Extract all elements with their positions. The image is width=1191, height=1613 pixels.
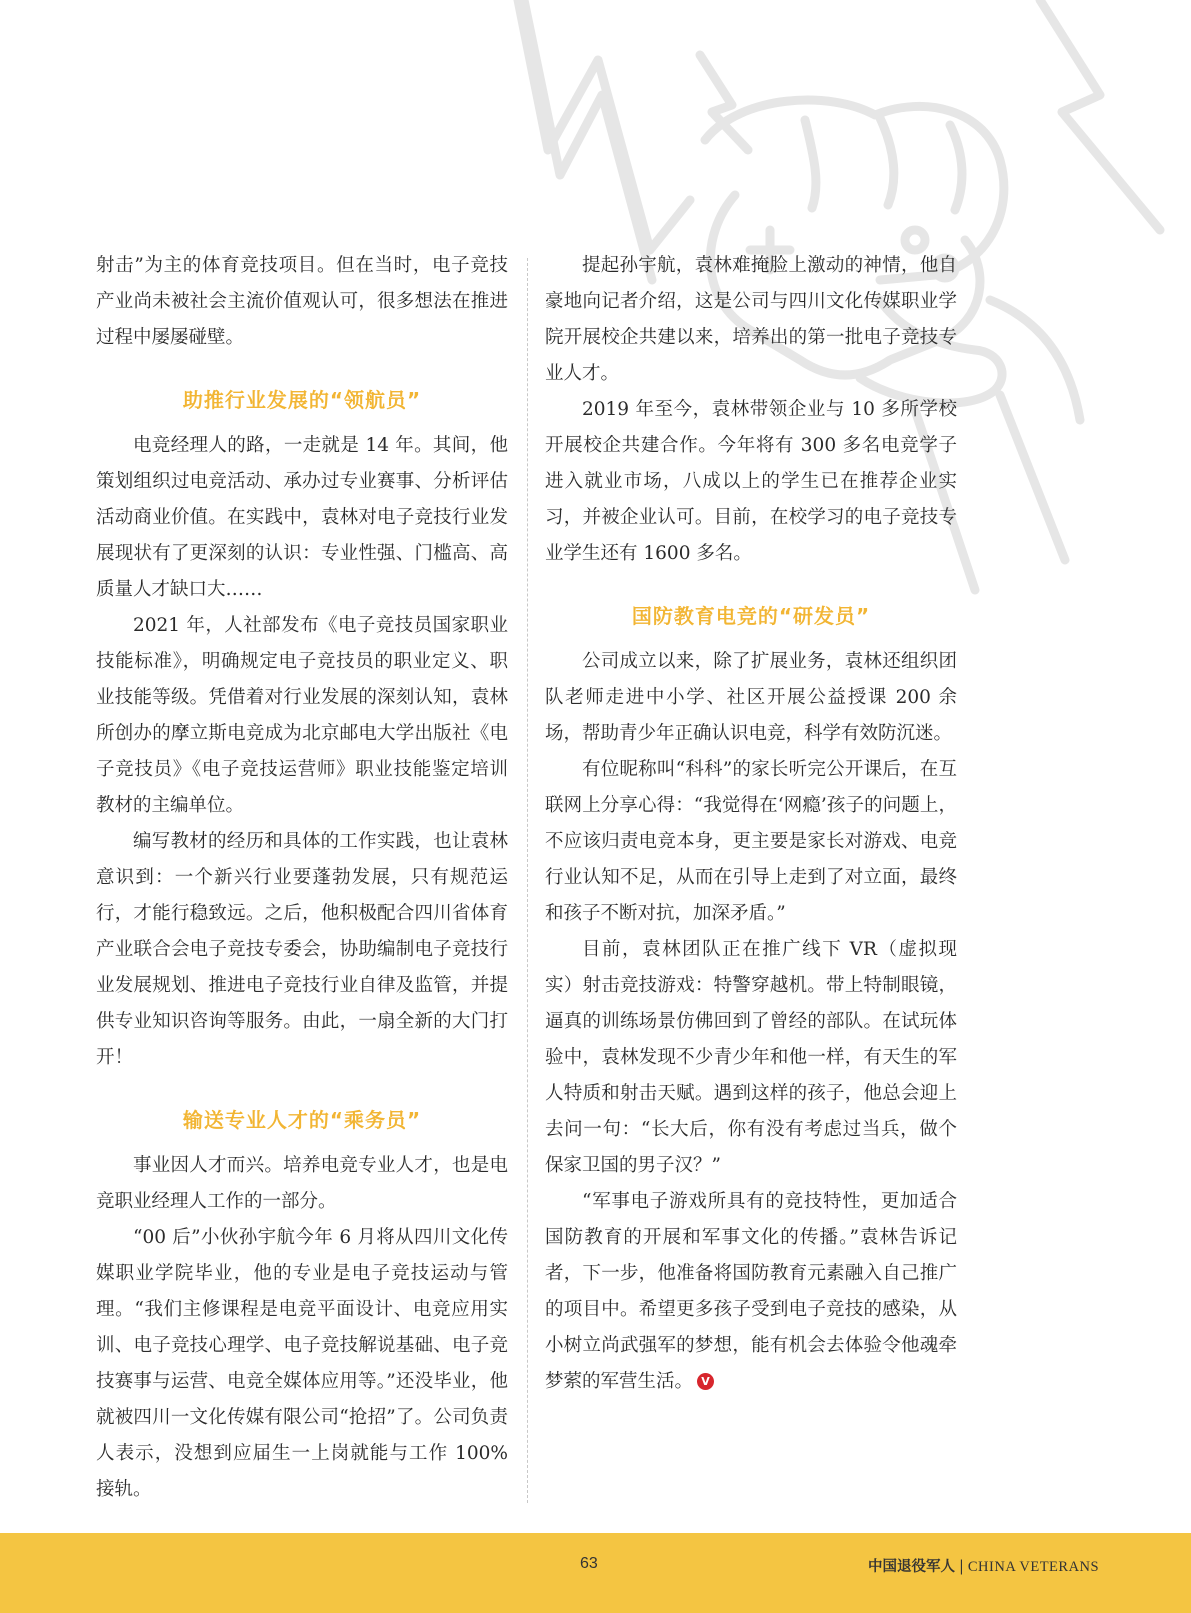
paragraph: 目前，袁林团队正在推广线下 VR（虚拟现实）射击竞技游戏：特警穿越机。带上特制眼镜，逼真的训练场景仿佛回到了曾经的部队。在试玩体验中，袁林发现不少青少年和他一样，有天生的军人特质和射击天赋。遇到这样的孩子，他总会迎上去问一句：“长大后，你有没有考虑过当兵，做个保家卫国的男子汉？” [545, 939, 957, 1176]
article-end-mark-icon: V [697, 1373, 714, 1390]
magazine-brand [868, 1555, 1099, 1576]
brand-separator: | [959, 1559, 964, 1575]
paragraph: 电竞经理人的路，一走就是 14 年。其间，他策划组织过电竞活动、承办过专业赛事、分析评估活动商业价值。在实践中，袁林对电子竞技行业发展现状有了更深刻的认识：专业性强、门槛高、高质量人才缺口大…… [96, 435, 508, 600]
paragraph: 2021 年，人社部发布《电子竞技员国家职业技能标准》，明确规定电子竞技员的职业定义、职业技能等级。凭借着对行业发展的深刻认知，袁林所创办的摩立斯电竞成为北京邮电大学出版社《电子竞技员》《电子竞技运营师》职业技能鉴定培训教材的主编单位。 [96, 615, 508, 816]
page-number: 63 [580, 1555, 598, 1572]
left-column [96, 248, 508, 1508]
section-heading-navigator: 助推行业发展的“领航员” [182, 388, 422, 412]
paragraph: 公司成立以来，除了扩展业务，袁林还组织团队老师走进中小学、社区开展公益授课 200 余场，帮助青少年正确认识电竞，科学有效防沉迷。 [545, 651, 957, 744]
right-column [545, 248, 957, 1400]
section-heading-attendant: 输送专业人才的“乘务员” [182, 1108, 422, 1132]
paragraph: “00 后”小伙孙宇航今年 6 月将从四川文化传媒职业学院毕业，他的专业是电子竞技运动与管理。“我们主修课程是电竞平面设计、电竞应用实训、电子竞技心理学、电子竞技解说基础、电子竞技赛事与运营、电竞全媒体应用等。”还没毕业，他就被四川一文化传媒有限公司“抢招”了。公司负责人表示，没想到应届生一上岗就能与工作 100% 接轨。 [96, 1227, 508, 1500]
paragraph: 2019 年至今，袁林带领企业与 10 多所学校开展校企共建合作。今年将有 300 多名电竞学子进入就业市场，八成以上的学生已在推荐企业实习，并被企业认可。目前，在校学习的电子竞技专业学生还有 1600 多名。 [545, 399, 957, 564]
section-heading-researcher: 国防教育电竞的“研发员” [631, 604, 871, 628]
magazine-name-cn: 中国退役军人 [868, 1559, 955, 1575]
paragraph: 射击”为主的体育竞技项目。但在当时，电子竞技产业尚未被社会主流价值观认可，很多想法在推进过程中屡屡碰壁。 [96, 255, 508, 348]
magazine-name-en: CHINA VETERANS [967, 1559, 1100, 1575]
page-footer [0, 1533, 1191, 1613]
paragraph: 提起孙宇航，袁林难掩脸上激动的神情，他自豪地向记者介绍，这是公司与四川文化传媒职业学院开展校企共建以来，培养出的第一批电子竞技专业人才。 [545, 255, 957, 384]
paragraph-final [545, 1184, 957, 1400]
paragraph: 编写教材的经历和具体的工作实践，也让袁林意识到：一个新兴行业要蓬勃发展，只有规范运行，才能行稳致远。之后，他积极配合四川省体育产业联合会电子竞技专委会，协助编制电子竞技行业发展规划、推进电子竞技行业自律及监管，并提供专业知识咨询等服务。由此，一扇全新的大门打开！ [96, 831, 508, 1068]
column-divider [527, 258, 528, 1503]
paragraph-text: “军事电子游戏所具有的竞技特性，更加适合国防教育的开展和军事文化的传播。”袁林告诉记者，下一步，他准备将国防教育元素融入自己推广的项目中。希望更多孩子受到电子竞技的感染，从小树立尚武强军的梦想，能有机会去体验令他魂牵梦萦的军营生活。 [545, 1191, 957, 1392]
paragraph: 事业因人才而兴。培养电竞专业人才，也是电竞职业经理人工作的一部分。 [96, 1155, 508, 1212]
paragraph: 有位昵称叫“科科”的家长听完公开课后，在互联网上分享心得：“我觉得在‘网瘾’孩子的问题上，不应该归责电竞本身，更主要是家长对游戏、电竞行业认知不足，从而在引导上走到了对立面，最终和孩子不断对抗，加深矛盾。” [545, 759, 957, 924]
